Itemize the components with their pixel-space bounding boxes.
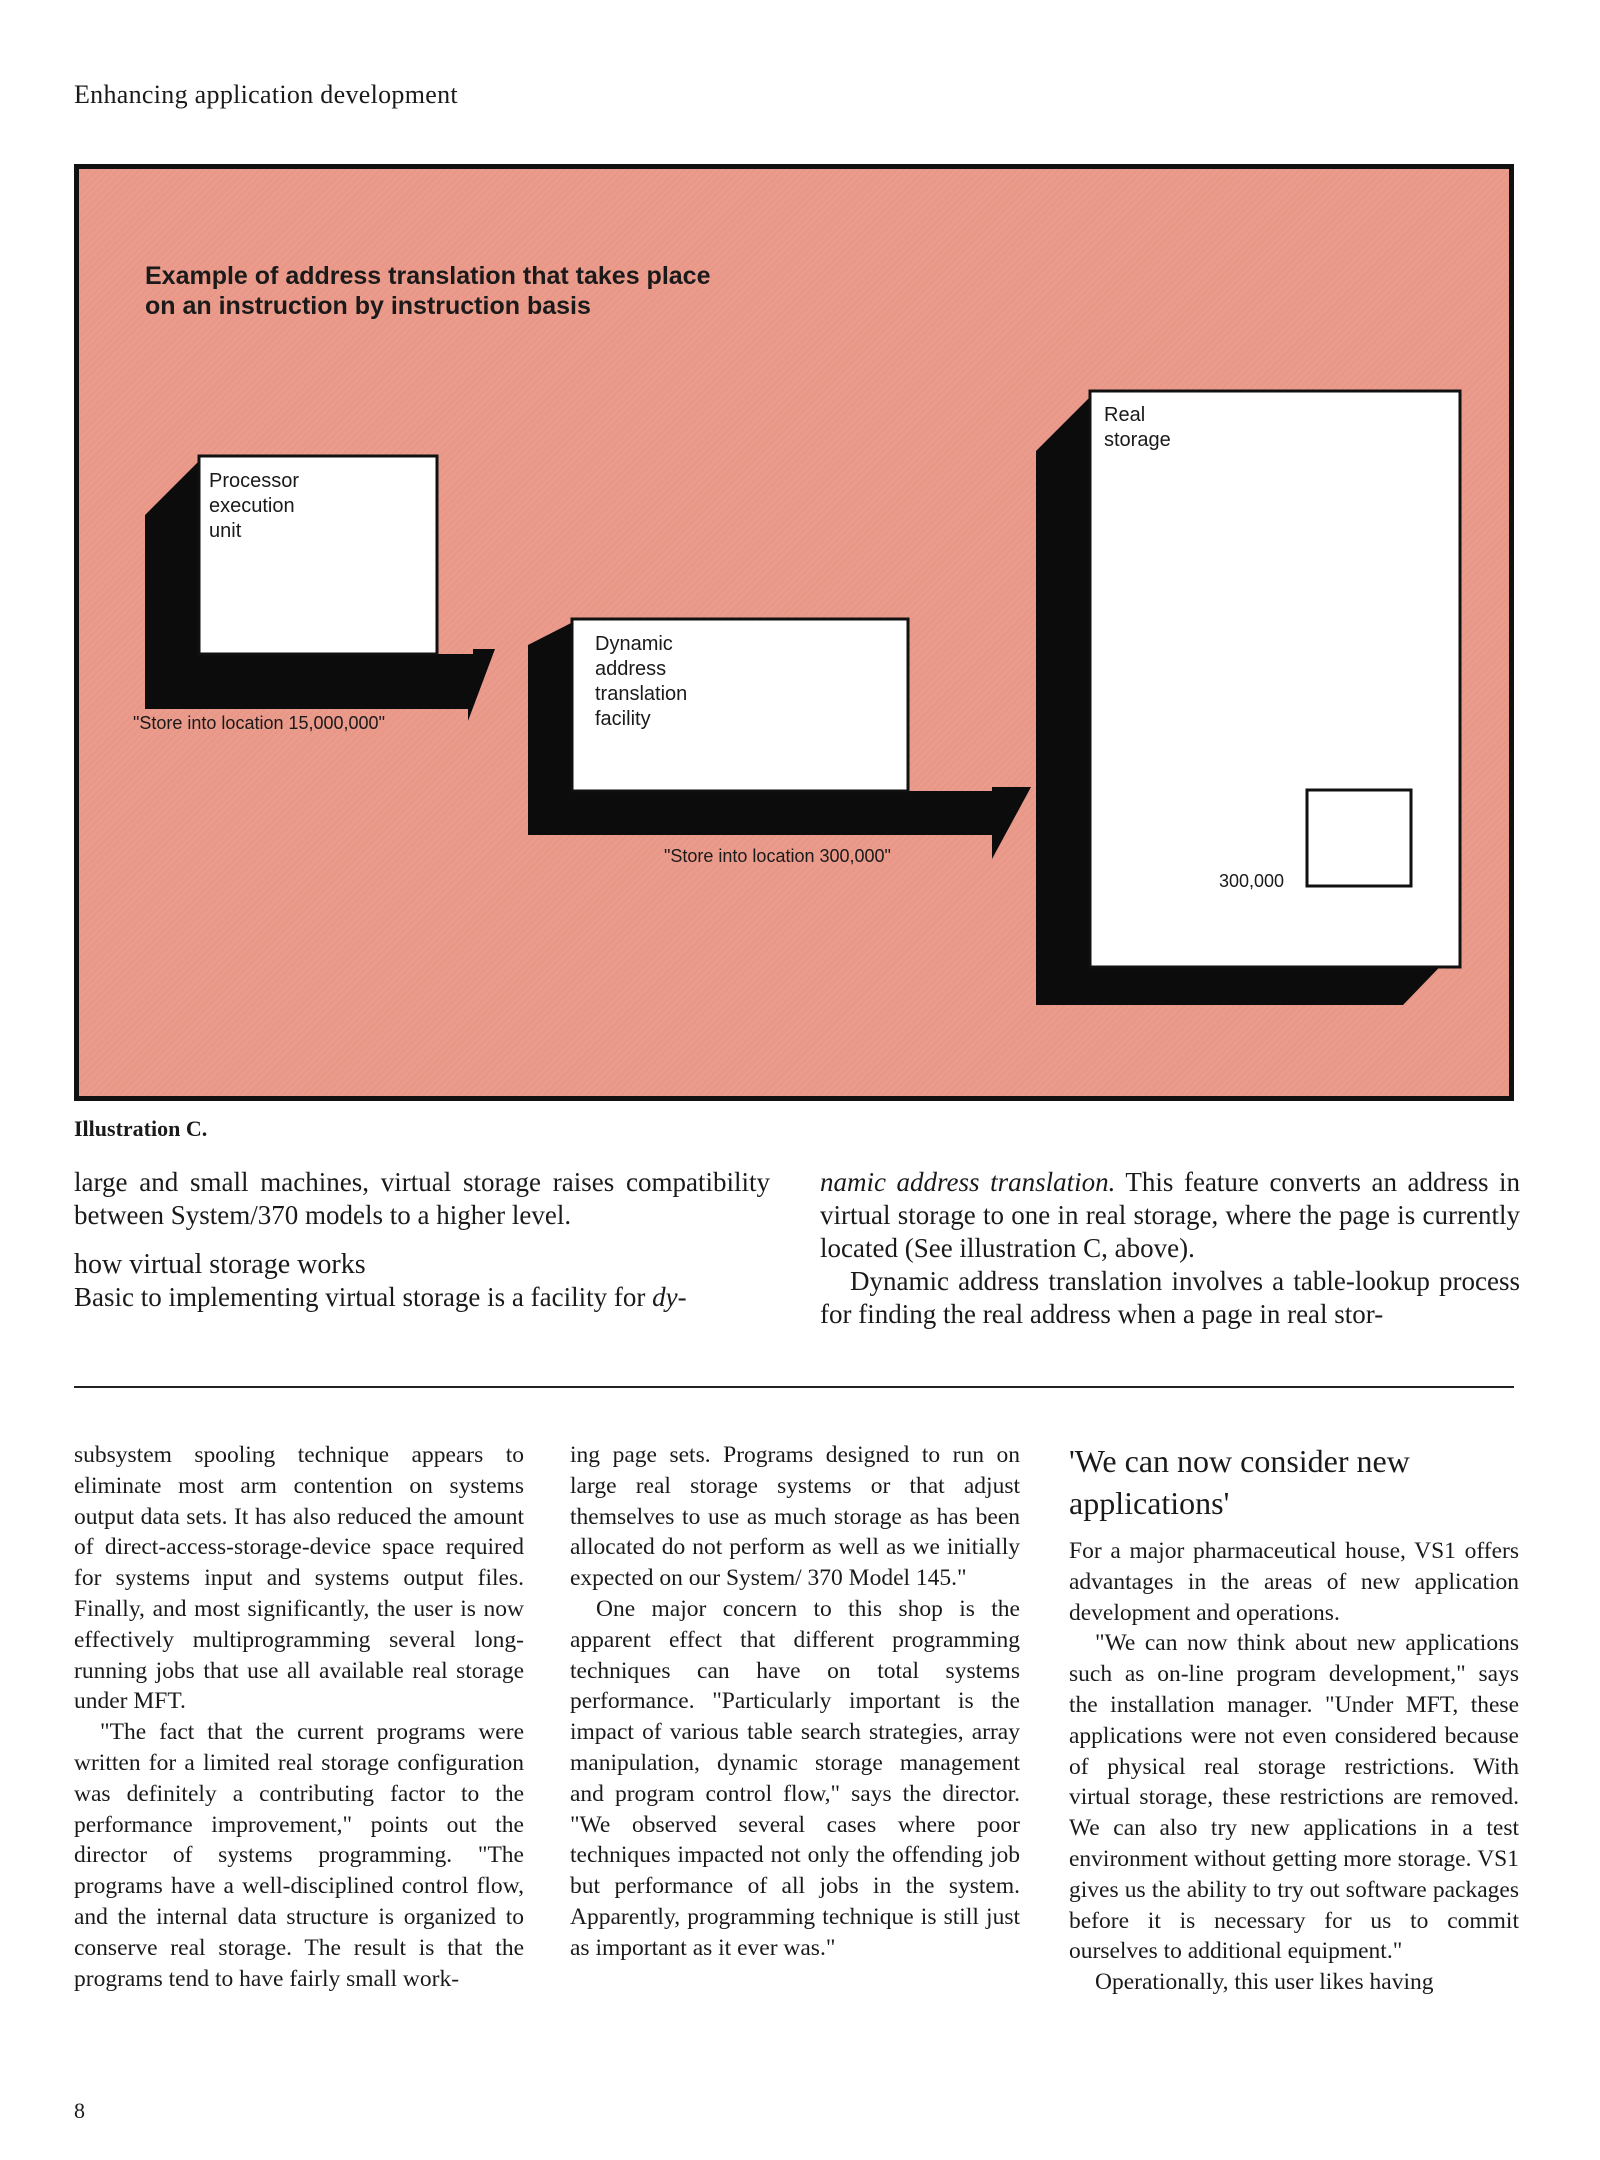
column-paragraph: For a major pharmaceutical house, VS1 offers advantages in the areas of new application development and operations.	[1069, 1538, 1519, 1626]
upper-right-paragraph-2: Dynamic address translation involves a table-lookup process for finding the real address when a page in real stor-	[820, 1266, 1520, 1329]
sidebar-heading: 'We can now consider new applications'	[1069, 1443, 1410, 1521]
upper-right-paragraph: namic address translation. This feature converts an address in virtual storage to one in real storage, where the page is currently located (See illustration C, above).	[820, 1167, 1521, 1263]
upper-left-paragraph: large and small machines, virtual storage raises compatibility between System/370 models to a higher level.	[74, 1167, 770, 1230]
body-column-2	[570, 1440, 1020, 1964]
page-box	[1307, 790, 1411, 886]
illustration-c-figure	[74, 164, 1514, 1101]
figure-caption: Illustration C.	[74, 1116, 208, 1141]
column-paragraph: Operationally, this user likes having	[1095, 1969, 1434, 1996]
upper-left-paragraph-2: Basic to implementing virtual storage is a facility for dy-	[74, 1282, 687, 1312]
arrow1-label: "Store into location 15,000,000"	[133, 713, 385, 733]
column-paragraph: "The fact that the current programs were written for a limited real storage configuration was definitely a contributing factor to the performance improvement," points out the director of systems programming. "The programs have a well-disciplined control flow, and the internal data structure is organized to conserve real storage. The result is that the programs tend to have fairly small work-	[74, 1719, 524, 1992]
column-paragraph: ing page sets. Programs designed to run on large real storage systems or that adjust themselves to use as much storage as has been allocated do not perform as well as we initially expected on our System/ 370 Model 145."	[570, 1442, 1020, 1592]
upper-left-column	[74, 1166, 770, 1314]
column-paragraph: One major concern to this shop is the apparent effect that different programming techniques can have on total systems performance. "Particularly important is the impact of various table search strategies, array manipulation, dynamic storage management and program control flow," says the director. "We observed several cases where poor techniques impacted not only the offending job but performance of all jobs in the system. Apparently, programming technique is still just as important as it ever was."	[570, 1595, 1020, 1961]
column-paragraph: "We can now think about new applications such as on-line program development," says the installation manager. "Under MFT, these applications were not even considered because of physical real storage restrictions. With virtual storage, these restrictions are removed. We can also try new applications in a test environment without getting more storage. VS1 gives us the ability to try out software packages before it is necessary for us to commit ourselves to additional equipment."	[1069, 1630, 1519, 1965]
section-subhead: how virtual storage works	[74, 1249, 366, 1280]
dat-label: Dynamic address translation facility	[595, 633, 688, 730]
real-storage-label: Real storage	[1104, 404, 1171, 451]
arrow2-label: "Store into location 300,000"	[664, 846, 891, 866]
figure-title: Example of address translation that takes place on an instruction by instruction basis	[145, 262, 711, 320]
page-address-label: 300,000	[1219, 871, 1285, 891]
upper-right-column	[820, 1166, 1520, 1331]
processor-label: Processor execution unit	[209, 470, 300, 542]
column-paragraph: subsystem spooling technique appears to eliminate most arm contention on systems output data sets. It has also reduced the amount of direct-access-storage-device space required for systems input and systems output files. Finally, and most significantly, the user is now effectively multiprogramming several long-running jobs that use all available real storage under MFT.	[74, 1442, 524, 1715]
body-column-1	[74, 1440, 524, 1994]
section-divider	[74, 1386, 1514, 1388]
running-head: Enhancing application development	[74, 80, 458, 109]
page-number: 8	[74, 2098, 85, 2123]
body-column-3	[1069, 1440, 1519, 1998]
